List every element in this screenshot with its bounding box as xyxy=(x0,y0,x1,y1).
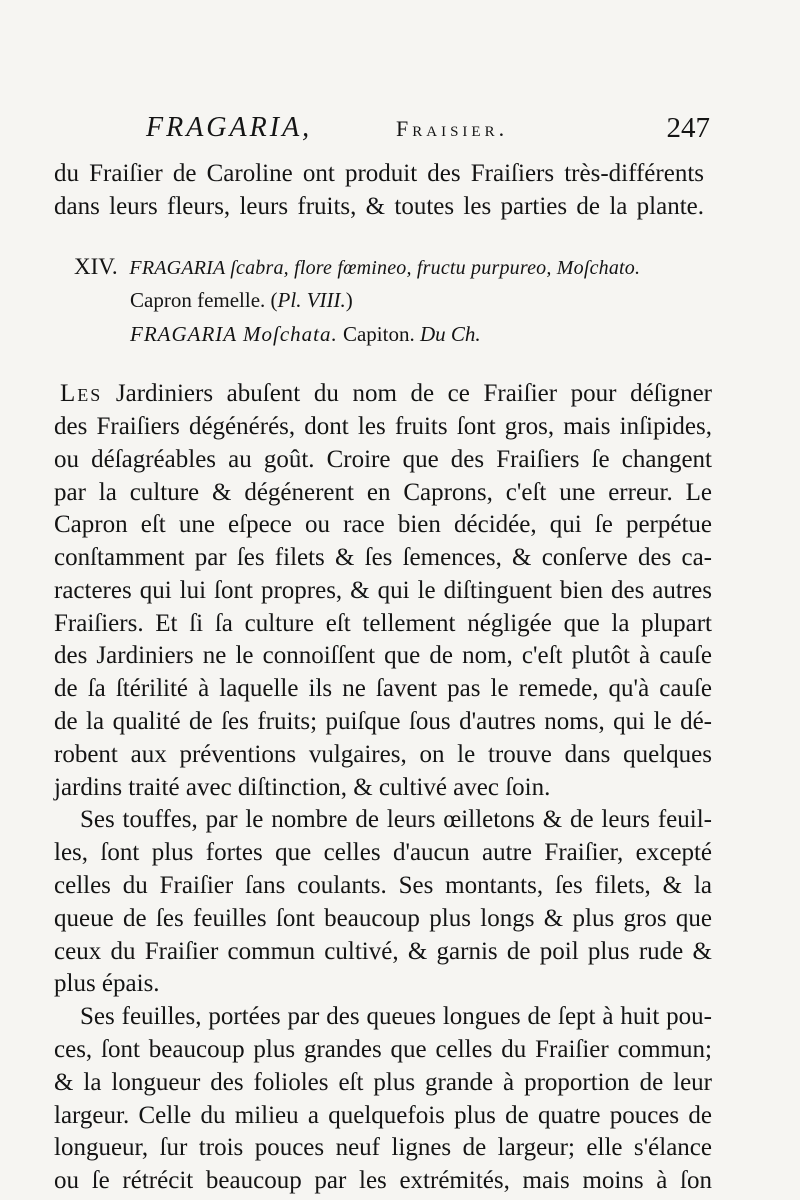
entry-latin-name: FRAGARIA ſcabra, flore fœmineo, fructu purpureo, Moſchato. xyxy=(129,256,641,279)
text-line: conſtamment par ſes filets & ſes ſemences, & conſerve des ca- xyxy=(54,544,712,572)
text-line: de la qualité de ſes fruits; puiſque ſous d'autres noms, qui le dé- xyxy=(54,708,712,736)
author-reference: Du Ch. xyxy=(419,322,481,347)
text-line: par la culture & dégénerent en Caprons, c'eſt une erreur. Le xyxy=(54,478,712,506)
text-line: ceux du Fraiſier commun cultivé, & garnis de poil plus rude & xyxy=(54,937,712,965)
text-line: robent aux préventions vulgaires, on le trouve dans quelques xyxy=(54,740,712,768)
text-line: ou ſe rétrécit beaucoup par les extrémités, mais moins à ſon xyxy=(54,1167,712,1195)
synonym-latin: FRAGARIA Moſchata. xyxy=(130,322,338,347)
text-line: Ses touffes, par le nombre de leurs œilletons & de leurs feuil- xyxy=(80,806,712,834)
text-line: ces, ſont beaucoup plus grandes que celles du Fraiſier commun; xyxy=(54,1035,712,1063)
paragraph-opening-word: Les xyxy=(60,380,103,408)
entry-numeral: XIV. xyxy=(74,253,118,279)
text-line: longueur, ſur trois pouces neuf lignes de largeur; elle s'élance xyxy=(54,1134,712,1162)
text-line: dans leurs fleurs, leurs fruits, & toutes les parties de la plante. xyxy=(54,193,704,221)
text-line: des Fraiſiers dégénérés, dont les fruits ſont gros, mais inſipides, xyxy=(54,412,712,440)
text-line: ou déſagréables au goût. Croire que des Fraiſiers ſe changent xyxy=(54,445,712,473)
text-line: Ses feuilles, portées par des queues longues de ſept à huit pou- xyxy=(80,1003,712,1031)
plate-reference: Pl. VIII. xyxy=(277,287,346,312)
header-common-name: Fraisier. xyxy=(396,116,509,141)
text-run: Jardiniers abuſent du nom de ce Fraiſier pour déſigner xyxy=(102,380,712,408)
synonym-common: Capiton. xyxy=(342,322,415,347)
text-line: du Fraiſier de Caroline ont produit des Fraiſiers très-différents xyxy=(54,160,704,188)
text-line: Fraiſiers. Et ſi ſa culture eſt tellement négligée que la plupart xyxy=(54,609,712,637)
text-line: queue de ſes feuilles ſont beaucoup plus longs & plus gros que xyxy=(54,904,712,932)
text-line: celles du Fraiſier ſans coulants. Ses montants, ſes filets, & la xyxy=(54,872,712,900)
text-line: largeur. Celle du milieu a quelquefois plus de quatre pouces de xyxy=(54,1101,712,1129)
synonym-close: ) xyxy=(345,287,353,312)
entry-synonym-1 xyxy=(130,284,353,316)
entry-heading xyxy=(74,251,640,284)
page-number: 247 xyxy=(666,112,710,144)
text-line: racteres qui lui ſont propres, & qui le diſtinguent bien des autres xyxy=(54,576,712,604)
text-line: de ſa ſtérilité à laquelle ils ne ſavent pas le remede, qu'à cauſe xyxy=(54,675,712,703)
text-line: Capron eſt une eſpece ou race bien décidée, qui ſe perpétue xyxy=(54,511,712,539)
text-line: plus épais. xyxy=(54,970,160,998)
running-header xyxy=(146,112,710,152)
synonym-text: Capron femelle. ( xyxy=(130,287,278,312)
text-line: jardins traité avec diſtinction, & cultivé avec ſoin. xyxy=(54,773,551,801)
header-genus: FRAGARIA, xyxy=(146,112,313,143)
entry-synonym-2 xyxy=(130,318,481,350)
text-line: des Jardiniers ne le connoiſſent que de nom, c'eſt plutôt à cauſe xyxy=(54,642,712,670)
text-line: les, ſont plus fortes que celles d'aucun autre Fraiſier, excepté xyxy=(54,839,712,867)
text-line: & la longueur des folioles eſt plus grande à proportion de leur xyxy=(54,1068,712,1096)
paragraph-first-line xyxy=(60,378,712,410)
